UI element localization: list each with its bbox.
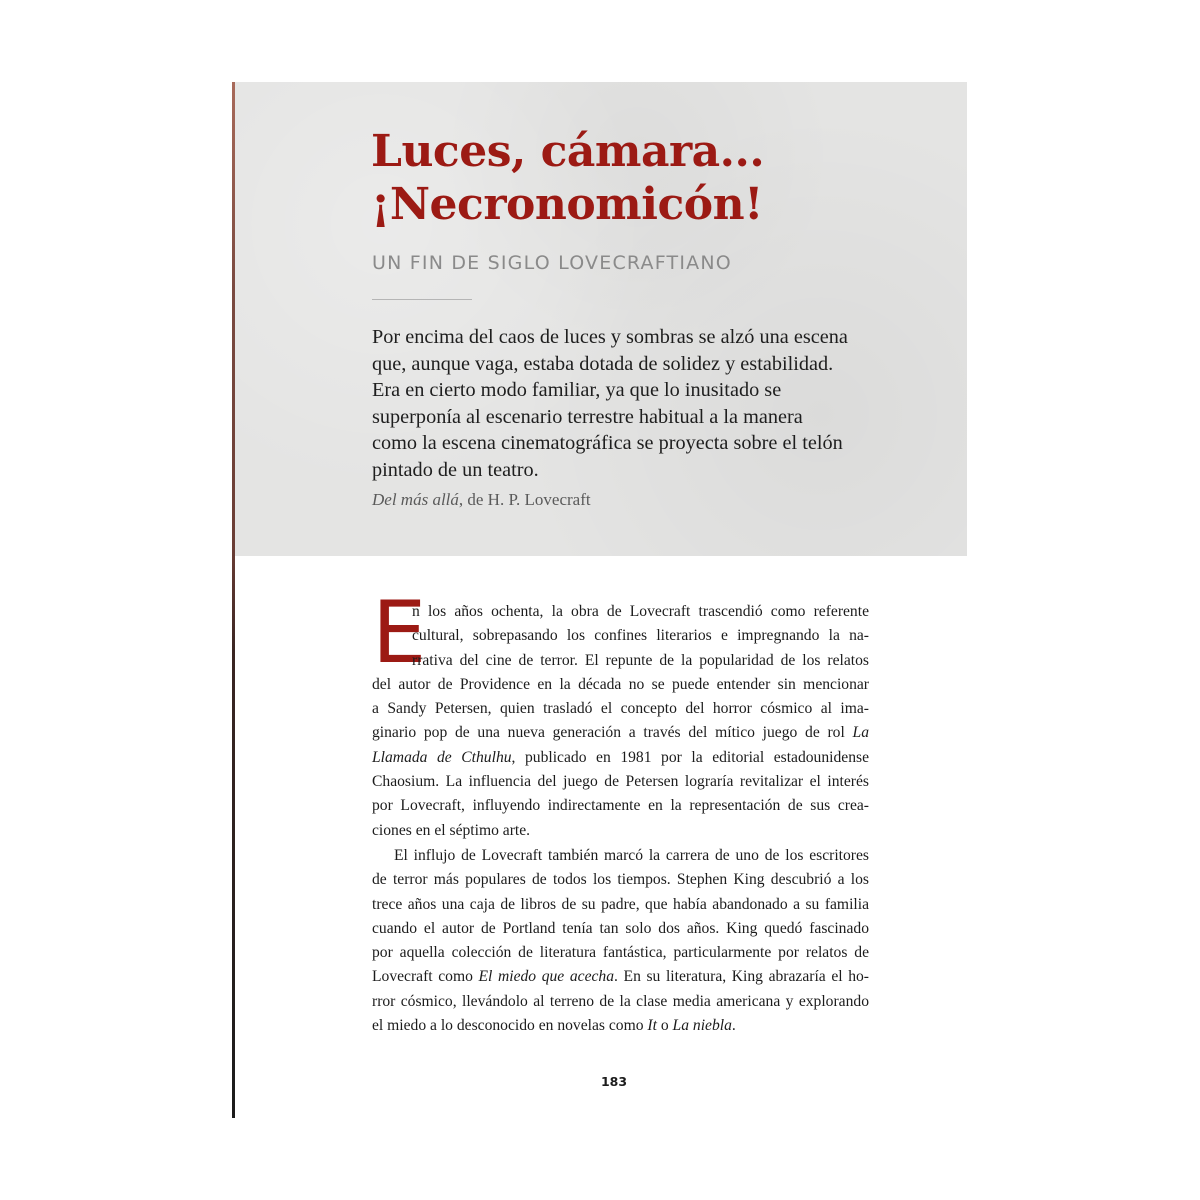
- italic-title: It: [647, 1017, 657, 1035]
- text-line: trece años una caja de libros de su padre, que había abandonado a su familia: [372, 895, 869, 913]
- body-paragraph: [372, 844, 869, 1038]
- text-line: [372, 721, 869, 745]
- body-paragraph: [372, 583, 869, 843]
- page-number: 183: [600, 1074, 628, 1089]
- header-divider: [372, 299, 472, 300]
- text-line: [372, 1014, 869, 1038]
- epigraph-line: como la escena cinematográfica se proyecta sobre el telón: [372, 432, 843, 454]
- italic-title: La niebla: [672, 1017, 732, 1035]
- text-run: ginario pop de una nueva generación a través del mítico juego de rol: [372, 724, 853, 742]
- text-line: de terror más populares de todos los tiempos. Stephen King descubrió a los: [372, 871, 869, 889]
- text-line: por Lovecraft, influyendo indirectamente en la representación de sus crea-: [372, 797, 869, 815]
- italic-title: La: [852, 724, 869, 742]
- italic-title: Llamada de Cthulhu: [372, 748, 512, 766]
- epigraph-source-author: , de H. P. Lovecraft: [458, 490, 591, 509]
- chapter-subtitle: UN FIN DE SIGLO LOVECRAFTIANO: [372, 252, 732, 274]
- text-line: a Sandy Petersen, quien trasladó el concepto del horror cósmico al ima-: [372, 700, 869, 718]
- italic-title: El miedo que acecha: [478, 968, 615, 986]
- text-line: n los años ochenta, la obra de Lovecraft trascendió como referente: [412, 603, 869, 620]
- epigraph-line: pintado de un teatro.: [372, 458, 539, 481]
- text-line: rrativa del cine de terror. El repunte de la popularidad de los relatos: [412, 651, 869, 669]
- text-line: del autor de Providence en la década no se puede entender sin mencionar: [372, 675, 869, 693]
- text-line: rror cósmico, llevándolo al terreno de la clase media americana y explorando: [372, 992, 869, 1010]
- epigraph-line: superponía al escenario terrestre habitual a la manera: [372, 405, 803, 428]
- text-line: [372, 746, 869, 770]
- epigraph-quote: [372, 324, 892, 483]
- epigraph-attribution: [372, 490, 591, 510]
- epigraph-line: que, aunque vaga, estaba dotada de solidez y estabilidad.: [372, 352, 834, 375]
- text-line: [372, 965, 869, 989]
- chapter-title-line-1: Luces, cámara...: [371, 126, 765, 177]
- text-line: por aquella colección de literatura fantástica, particularmente por relatos de: [372, 944, 869, 962]
- epigraph-line: Por encima del caos de luces y sombras se alzó una escena: [372, 326, 848, 348]
- epigraph-line: Era en cierto modo familiar, ya que lo inusitado se: [372, 379, 782, 401]
- drop-cap: E: [372, 583, 427, 683]
- text-run: o: [656, 1017, 673, 1035]
- text-line: cuando el autor de Portland tenía tan solo dos años. King quedó fascinado: [372, 919, 869, 937]
- text-run: . En su literatura, King abrazaría el ho-: [614, 968, 869, 986]
- text-run: Lovecraft como: [372, 968, 479, 986]
- text-line: El influjo de Lovecraft también marcó la carrera de uno de los escritores: [394, 846, 869, 864]
- text-line: ciones en el séptimo arte.: [372, 821, 531, 839]
- text-line: cultural, sobrepasando los confines literarios e impregnando la na-: [412, 627, 869, 645]
- text-run: , publicado en 1981 por la editorial estadounidense: [511, 748, 869, 766]
- chapter-title-line-2: ¡Necronomicón!: [371, 179, 763, 230]
- body-text: [372, 583, 869, 1038]
- text-line: Chaosium. La influencia del juego de Petersen lograría revitalizar el interés: [372, 773, 869, 791]
- epigraph-source-title: Del más allá: [372, 490, 459, 509]
- chapter-title: [371, 125, 931, 231]
- text-run: .: [731, 1017, 736, 1035]
- text-run: el miedo a lo desconocido en novelas como: [372, 1017, 648, 1035]
